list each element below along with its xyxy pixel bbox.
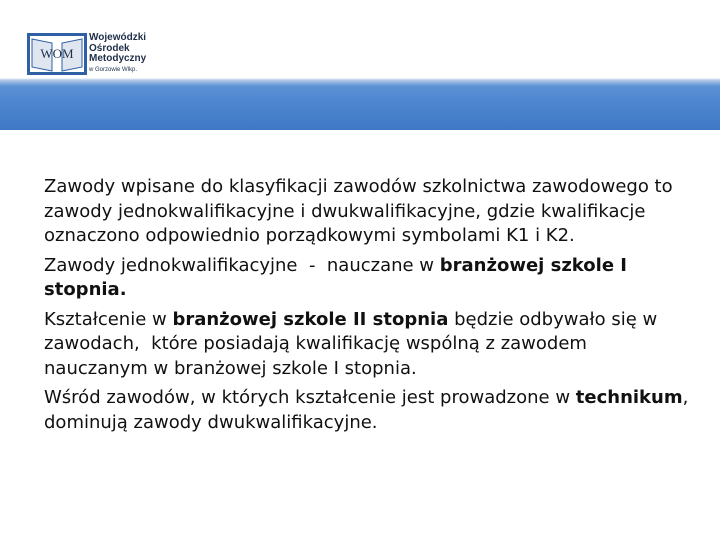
paragraph-4-text-b: , dominują zawody dwukwalifikacyjne. — [44, 387, 695, 433]
organization-name — [89, 33, 146, 74]
paragraph-1-text: Zawody wpisane do klasyfikacji zawodów szkolnictwa zawodowego to zawody jednokwalifikacyjne i dwukwalifikacyjne, gdzie kwalifikacje oznaczono odpowiednio porządkowymi symbolami K1 i K2. — [44, 176, 679, 246]
paragraph-4-text-a: Wśród zawodów, w których kształcenie jest prowadzone w — [44, 387, 576, 408]
org-line-2: Ośrodek — [89, 42, 130, 54]
org-line-3: Metodyczny — [89, 53, 147, 64]
org-line-1: Wojewódzki — [89, 32, 147, 43]
logo-mark-text: WOM — [40, 46, 74, 61]
paragraph-4 — [44, 386, 694, 435]
paragraph-4-emphasis: technikum — [575, 387, 683, 408]
slide-body — [44, 175, 694, 440]
paragraph-3-emphasis: branżowej szkole II stopnia — [172, 308, 449, 330]
paragraph-3 — [44, 308, 694, 382]
org-line-4: w Gorzowie Wlkp. — [89, 66, 138, 73]
header-banner — [0, 0, 720, 130]
wom-logo — [27, 33, 87, 75]
paragraph-2-text: Zawody jednokwalifikacyjne - nauczane w — [44, 254, 440, 276]
paragraph-3-text-b: będzie odbywało się w zawodach, które posiadają kwalifikację wspólną z zawodem nauczanym w branżowej szkole I stopnia. — [44, 308, 663, 379]
paragraph-1 — [44, 175, 694, 249]
paragraph-2 — [44, 254, 694, 303]
paragraph-3-text-a: Kształcenie w — [44, 308, 173, 330]
paragraph-2-emphasis: branżowej szkole I stopnia. — [44, 254, 627, 300]
